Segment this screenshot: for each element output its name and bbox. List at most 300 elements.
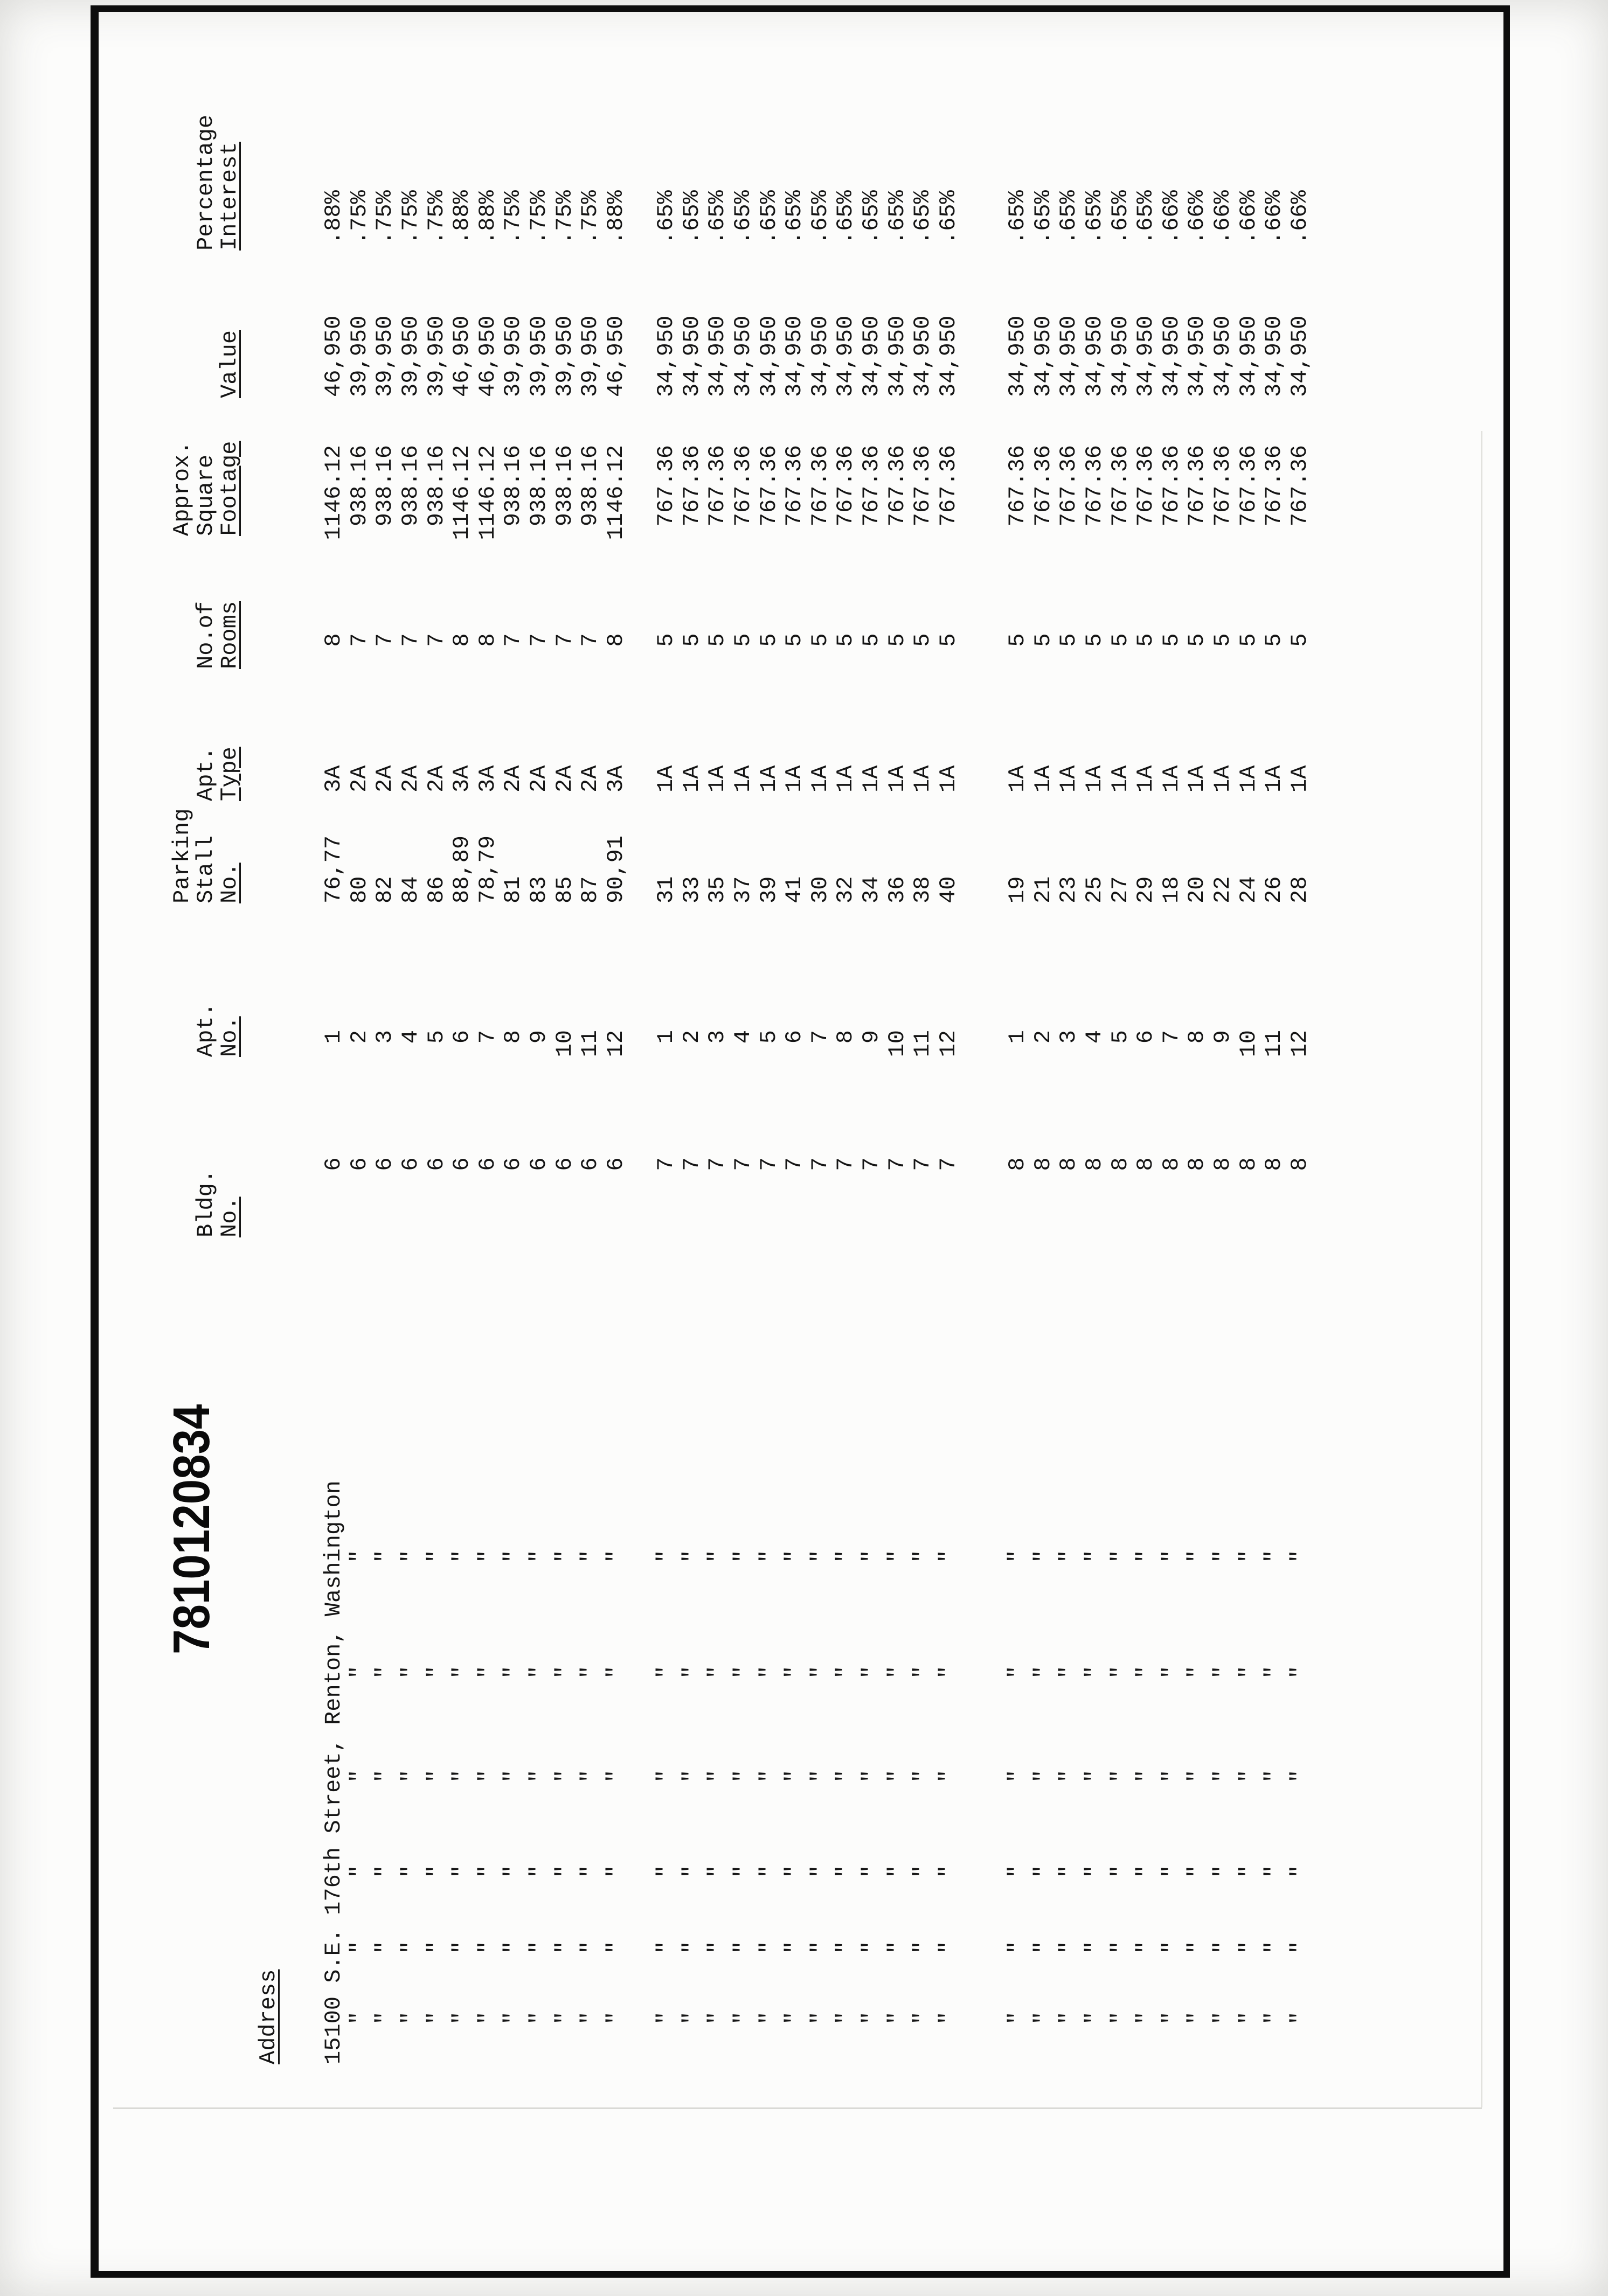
cell-percentage-interest: .75%	[423, 190, 449, 245]
cell-bldg-no: 8	[1235, 1157, 1262, 1171]
cell-value: 39,950	[372, 315, 398, 397]
ditto-mark: "	[551, 2011, 578, 2025]
cell-parking-stall-no: 34	[858, 876, 884, 903]
cell-no-of-rooms: 7	[423, 633, 449, 647]
cell-no-of-rooms: 8	[321, 633, 347, 647]
cell-address: 15100 S.E. 176th Street, Renton, Washington	[321, 1480, 347, 2064]
cell-apt-type: 1A	[1261, 765, 1287, 792]
cell-parking-stall-no: 25	[1082, 876, 1107, 903]
cell-value: 39,950	[577, 315, 604, 397]
ditto-mark: "	[935, 1864, 961, 1878]
cell-value: 34,950	[1107, 315, 1133, 397]
ditto-mark: "	[935, 2011, 961, 2025]
cell-bldg-no: 8	[1261, 1157, 1287, 1171]
cell-percentage-interest: .66%	[1286, 190, 1313, 245]
cell-parking-stall-no: 76,77	[321, 835, 347, 903]
cell-apt-no: 5	[423, 1030, 449, 1044]
cell-apt-no: 4	[398, 1030, 424, 1044]
ditto-mark: "	[1286, 1665, 1313, 1679]
ditto-mark: "	[449, 1864, 475, 1878]
ditto-mark: "	[1030, 1549, 1056, 1563]
cell-percentage-interest: .66%	[1235, 190, 1262, 245]
cell-no-of-rooms: 5	[1004, 633, 1031, 647]
ditto-mark: "	[474, 1549, 501, 1563]
table-body	[147, 79, 1321, 2072]
cell-no-of-rooms: 5	[1082, 633, 1107, 647]
table-row	[1236, 79, 1262, 2072]
cell-apt-type: 2A	[372, 765, 398, 792]
ditto-mark: "	[1004, 1864, 1031, 1878]
cell-value: 34,950	[807, 315, 833, 397]
cell-parking-stall-no: 40	[935, 876, 961, 903]
ditto-mark: "	[398, 1940, 424, 1954]
ditto-mark: "	[1210, 1549, 1236, 1563]
cell-square-footage: 767.36	[1056, 445, 1082, 527]
ditto-mark: "	[730, 1665, 756, 1679]
cell-square-footage: 1146.12	[449, 445, 475, 540]
table-row	[1005, 79, 1031, 2072]
header-address-label: Address	[255, 1969, 281, 2064]
cell-no-of-rooms: 5	[1107, 633, 1133, 647]
ditto-mark: "	[1133, 1769, 1159, 1783]
ditto-mark: "	[653, 1769, 680, 1783]
ditto-mark: "	[577, 1864, 604, 1878]
ditto-mark: "	[910, 1665, 936, 1679]
ditto-mark: "	[1107, 1769, 1133, 1783]
ditto-mark: "	[423, 1864, 449, 1878]
ditto-mark: "	[858, 1940, 884, 1954]
cell-bldg-no: 7	[730, 1157, 756, 1171]
cell-parking-stall-no: 30	[807, 876, 833, 903]
cell-parking-stall-no: 33	[678, 876, 705, 903]
table-row	[1031, 79, 1057, 2072]
ditto-mark: "	[1056, 1665, 1082, 1679]
cell-square-footage: 767.36	[1133, 445, 1159, 527]
table-row	[501, 79, 526, 2072]
table-row	[654, 79, 680, 2072]
ditto-mark: "	[704, 1864, 731, 1878]
cell-no-of-rooms: 5	[1133, 633, 1159, 647]
cell-square-footage: 767.36	[1210, 445, 1236, 527]
ditto-mark: "	[1030, 1769, 1056, 1783]
cell-value: 34,950	[935, 315, 961, 397]
cell-bldg-no: 8	[1133, 1157, 1159, 1171]
cell-square-footage: 938.16	[398, 445, 424, 527]
ditto-mark: "	[858, 1549, 884, 1563]
cell-apt-no: 4	[730, 1030, 756, 1044]
cell-value: 34,950	[1286, 315, 1313, 397]
table-row	[885, 79, 911, 2072]
ditto-mark: "	[704, 1549, 731, 1563]
ditto-mark: "	[1158, 1549, 1184, 1563]
ditto-mark: "	[1184, 2011, 1210, 2025]
cell-apt-type: 1A	[781, 765, 808, 792]
cell-apt-type: 2A	[577, 765, 604, 792]
ditto-mark: "	[1286, 1549, 1313, 1563]
ditto-mark: "	[526, 2011, 552, 2025]
table-row	[1082, 79, 1108, 2072]
header-line: No.	[217, 1016, 242, 1057]
cell-parking-stall-no: 84	[398, 876, 424, 903]
cell-value: 34,950	[704, 315, 731, 397]
cell-no-of-rooms: 5	[935, 633, 961, 647]
ditto-mark: "	[730, 1864, 756, 1878]
cell-no-of-rooms: 5	[1056, 633, 1082, 647]
cell-bldg-no: 8	[1158, 1157, 1184, 1171]
header-line: Bldg.	[193, 1169, 219, 1237]
ditto-mark: "	[602, 1549, 629, 1563]
ditto-mark: "	[526, 1665, 552, 1679]
cell-apt-no: 2	[346, 1030, 372, 1044]
ditto-mark: "	[678, 1665, 705, 1679]
cell-percentage-interest: .65%	[910, 190, 936, 245]
ditto-mark: "	[602, 1665, 629, 1679]
ditto-mark: "	[1261, 1665, 1287, 1679]
ditto-mark: "	[910, 2011, 936, 2025]
cell-square-footage: 938.16	[577, 445, 604, 527]
cell-percentage-interest: .75%	[551, 190, 578, 245]
cell-square-footage: 938.16	[500, 445, 526, 527]
cell-bldg-no: 8	[1082, 1157, 1107, 1171]
ditto-mark: "	[398, 1549, 424, 1563]
cell-percentage-interest: .65%	[704, 190, 731, 245]
ditto-mark: "	[1082, 1665, 1107, 1679]
cell-percentage-interest: .65%	[756, 190, 782, 245]
cell-apt-no: 7	[1158, 1030, 1184, 1044]
cell-apt-type: 1A	[807, 765, 833, 792]
cell-no-of-rooms: 5	[910, 633, 936, 647]
cell-square-footage: 767.36	[858, 445, 884, 527]
cell-parking-stall-no: 35	[704, 876, 731, 903]
cell-apt-no: 3	[372, 1030, 398, 1044]
table-row	[680, 79, 705, 2072]
ditto-mark: "	[1107, 1549, 1133, 1563]
cell-parking-stall-no: 36	[884, 876, 910, 903]
cell-no-of-rooms: 5	[1261, 633, 1287, 647]
ditto-mark: "	[474, 1769, 501, 1783]
cell-percentage-interest: .88%	[321, 190, 347, 245]
cell-value: 34,950	[653, 315, 680, 397]
ditto-mark: "	[807, 1769, 833, 1783]
ditto-mark: "	[1184, 1864, 1210, 1878]
ditto-mark: "	[1286, 1864, 1313, 1878]
ditto-mark: "	[1004, 1940, 1031, 1954]
cell-apt-no: 6	[449, 1030, 475, 1044]
cell-value: 34,950	[1082, 315, 1107, 397]
table-row	[347, 79, 373, 2072]
ditto-mark: "	[577, 1549, 604, 1563]
ditto-mark: "	[449, 1940, 475, 1954]
ditto-mark: "	[704, 1940, 731, 1954]
ditto-mark: "	[1133, 1864, 1159, 1878]
cell-square-footage: 767.36	[730, 445, 756, 527]
ditto-mark: "	[730, 1769, 756, 1783]
cell-parking-stall-no: 85	[551, 876, 578, 903]
ditto-mark: "	[807, 1940, 833, 1954]
table-row	[449, 79, 475, 2072]
ditto-mark: "	[781, 1864, 808, 1878]
table-row	[398, 79, 424, 2072]
cell-apt-type: 3A	[449, 765, 475, 792]
cell-apt-type: 1A	[730, 765, 756, 792]
cell-value: 34,950	[1210, 315, 1236, 397]
cell-apt-no: 12	[602, 1030, 629, 1057]
cell-apt-no: 2	[1030, 1030, 1056, 1044]
ditto-mark: "	[807, 1665, 833, 1679]
ditto-mark: "	[423, 1769, 449, 1783]
ditto-mark: "	[1184, 1665, 1210, 1679]
ditto-mark: "	[884, 1864, 910, 1878]
cell-apt-type: 1A	[1210, 765, 1236, 792]
cell-value: 34,950	[1184, 315, 1210, 397]
ditto-mark: "	[346, 1665, 372, 1679]
cell-apt-type: 3A	[602, 765, 629, 792]
ditto-mark: "	[1004, 1769, 1031, 1783]
ditto-mark: "	[935, 1665, 961, 1679]
ditto-mark: "	[884, 1769, 910, 1783]
cell-bldg-no: 6	[449, 1157, 475, 1171]
ditto-mark: "	[1210, 1665, 1236, 1679]
cell-bldg-no: 7	[756, 1157, 782, 1171]
ditto-mark: "	[1158, 1769, 1184, 1783]
cell-parking-stall-no: 26	[1261, 876, 1287, 903]
ditto-mark: "	[756, 1864, 782, 1878]
ditto-mark: "	[602, 1769, 629, 1783]
cell-no-of-rooms: 7	[577, 633, 604, 647]
cell-value: 34,950	[1004, 315, 1031, 397]
cell-value: 46,950	[321, 315, 347, 397]
header-line: No.of	[193, 601, 219, 669]
cell-value: 34,950	[1261, 315, 1287, 397]
cell-bldg-no: 8	[1056, 1157, 1082, 1171]
cell-no-of-rooms: 5	[858, 633, 884, 647]
table-row	[372, 79, 398, 2072]
cell-apt-no: 12	[935, 1030, 961, 1057]
table-row	[757, 79, 782, 2072]
cell-value: 34,950	[1030, 315, 1056, 397]
ditto-mark: "	[526, 1549, 552, 1563]
cell-bldg-no: 6	[321, 1157, 347, 1171]
ditto-mark: "	[398, 1864, 424, 1878]
ditto-mark: "	[1107, 2011, 1133, 2025]
cell-apt-type: 1A	[1056, 765, 1082, 792]
cell-value: 34,950	[1235, 315, 1262, 397]
cell-apt-type: 2A	[346, 765, 372, 792]
table-row	[1210, 79, 1236, 2072]
cell-no-of-rooms: 7	[551, 633, 578, 647]
cell-bldg-no: 6	[602, 1157, 629, 1171]
cell-bldg-no: 7	[833, 1157, 859, 1171]
cell-parking-stall-no: 39	[756, 876, 782, 903]
cell-apt-type: 1A	[884, 765, 910, 792]
cell-bldg-no: 8	[1004, 1157, 1031, 1171]
cell-apt-no: 8	[500, 1030, 526, 1044]
ditto-mark: "	[1261, 1864, 1287, 1878]
cell-percentage-interest: .65%	[781, 190, 808, 245]
ditto-mark: "	[372, 1864, 398, 1878]
cell-bldg-no: 6	[423, 1157, 449, 1171]
ditto-mark: "	[577, 1940, 604, 1954]
cell-percentage-interest: .65%	[935, 190, 961, 245]
cell-bldg-no: 8	[1184, 1157, 1210, 1171]
ditto-mark: "	[781, 1549, 808, 1563]
cell-percentage-interest: .66%	[1261, 190, 1287, 245]
cell-apt-no: 11	[577, 1030, 604, 1057]
ditto-mark: "	[1184, 1549, 1210, 1563]
ditto-mark: "	[1107, 1864, 1133, 1878]
ditto-mark: "	[346, 1864, 372, 1878]
ditto-mark: "	[551, 1549, 578, 1563]
cell-value: 34,950	[1133, 315, 1159, 397]
table-row	[859, 79, 885, 2072]
ditto-mark: "	[1133, 1549, 1159, 1563]
cell-bldg-no: 7	[884, 1157, 910, 1171]
cell-apt-no: 9	[858, 1030, 884, 1044]
cell-no-of-rooms: 5	[1158, 633, 1184, 647]
header-line: Rooms	[217, 601, 242, 669]
cell-apt-type: 2A	[526, 765, 552, 792]
ditto-mark: "	[551, 1769, 578, 1783]
cell-square-footage: 767.36	[1030, 445, 1056, 527]
ditto-mark: "	[602, 1940, 629, 1954]
cell-apt-no: 4	[1082, 1030, 1107, 1044]
table-row	[910, 79, 936, 2072]
ditto-mark: "	[1286, 1940, 1313, 1954]
cell-parking-stall-no: 28	[1286, 876, 1313, 903]
unit-schedule-table	[147, 79, 1321, 2072]
table-row	[1262, 79, 1287, 2072]
cell-percentage-interest: .65%	[1004, 190, 1031, 245]
cell-apt-no: 7	[474, 1030, 501, 1044]
ditto-mark: "	[807, 2011, 833, 2025]
ditto-mark: "	[1056, 1940, 1082, 1954]
cell-bldg-no: 6	[577, 1157, 604, 1171]
ditto-mark: "	[398, 1769, 424, 1783]
cell-square-footage: 1146.12	[474, 445, 501, 540]
ditto-mark: "	[423, 2011, 449, 2025]
ditto-mark: "	[1261, 1769, 1287, 1783]
cell-no-of-rooms: 5	[678, 633, 705, 647]
cell-percentage-interest: .65%	[884, 190, 910, 245]
table-row	[1133, 79, 1159, 2072]
table-row	[1159, 79, 1185, 2072]
ditto-mark: "	[1107, 1665, 1133, 1679]
cell-apt-type: 1A	[678, 765, 705, 792]
cell-no-of-rooms: 7	[500, 633, 526, 647]
cell-square-footage: 767.36	[910, 445, 936, 527]
ditto-mark: "	[500, 1940, 526, 1954]
cell-parking-stall-no: 87	[577, 876, 604, 903]
ditto-mark: "	[833, 1940, 859, 1954]
cell-value: 34,950	[884, 315, 910, 397]
ditto-mark: "	[756, 1665, 782, 1679]
cell-percentage-interest: .65%	[1082, 190, 1107, 245]
cell-value: 34,950	[730, 315, 756, 397]
cell-square-footage: 938.16	[423, 445, 449, 527]
cell-parking-stall-no: 78,79	[474, 835, 501, 903]
cell-value: 46,950	[602, 315, 629, 397]
ditto-mark: "	[756, 1549, 782, 1563]
table-row	[731, 79, 757, 2072]
cell-square-footage: 767.36	[1082, 445, 1107, 527]
ditto-mark: "	[1235, 1940, 1262, 1954]
cell-apt-type: 3A	[321, 765, 347, 792]
ditto-mark: "	[372, 1665, 398, 1679]
ditto-mark: "	[678, 1940, 705, 1954]
cell-apt-no: 5	[1107, 1030, 1133, 1044]
cell-square-footage: 767.36	[781, 445, 808, 527]
ditto-mark: "	[807, 1549, 833, 1563]
cell-value: 46,950	[449, 315, 475, 397]
cell-percentage-interest: .66%	[1210, 190, 1236, 245]
ditto-mark: "	[858, 1864, 884, 1878]
header-line: Type	[217, 747, 242, 801]
cell-no-of-rooms: 5	[1286, 633, 1313, 647]
ditto-mark: "	[577, 1665, 604, 1679]
table-row	[321, 79, 347, 2072]
ditto-mark: "	[372, 1769, 398, 1783]
cell-percentage-interest: .75%	[526, 190, 552, 245]
ditto-mark: "	[858, 1769, 884, 1783]
table-row	[833, 79, 859, 2072]
cell-apt-type: 1A	[1004, 765, 1031, 792]
ditto-mark: "	[1030, 1665, 1056, 1679]
cell-value: 34,950	[858, 315, 884, 397]
cell-apt-no: 10	[884, 1030, 910, 1057]
ditto-mark: "	[1056, 2011, 1082, 2025]
cell-square-footage: 767.36	[935, 445, 961, 527]
ditto-mark: "	[730, 1940, 756, 1954]
header-line: No.	[217, 862, 242, 903]
cell-parking-stall-no: 18	[1158, 876, 1184, 903]
ditto-mark: "	[781, 2011, 808, 2025]
cell-bldg-no: 6	[372, 1157, 398, 1171]
ditto-mark: "	[678, 1549, 705, 1563]
cell-parking-stall-no: 81	[500, 876, 526, 903]
cell-square-footage: 767.36	[704, 445, 731, 527]
cell-value: 39,950	[398, 315, 424, 397]
table-row	[552, 79, 578, 2072]
ditto-mark: "	[449, 1665, 475, 1679]
ditto-mark: "	[1235, 2011, 1262, 2025]
cell-square-footage: 767.36	[1286, 445, 1313, 527]
cell-apt-no: 8	[1184, 1030, 1210, 1044]
cell-no-of-rooms: 5	[756, 633, 782, 647]
ditto-mark: "	[833, 1864, 859, 1878]
cell-percentage-interest: .66%	[1158, 190, 1184, 245]
ditto-mark: "	[833, 1665, 859, 1679]
ditto-mark: "	[372, 1940, 398, 1954]
ditto-mark: "	[781, 1940, 808, 1954]
cell-apt-no: 11	[1261, 1030, 1287, 1057]
ditto-mark: "	[704, 2011, 731, 2025]
cell-apt-no: 11	[910, 1030, 936, 1057]
cell-apt-type: 2A	[423, 765, 449, 792]
ditto-mark: "	[1210, 1769, 1236, 1783]
cell-value: 34,950	[833, 315, 859, 397]
cell-bldg-no: 6	[398, 1157, 424, 1171]
ditto-mark: "	[372, 1549, 398, 1563]
cell-percentage-interest: .75%	[346, 190, 372, 245]
cell-parking-stall-no: 21	[1030, 876, 1056, 903]
cell-parking-stall-no: 82	[372, 876, 398, 903]
cell-apt-no: 3	[704, 1030, 731, 1044]
cell-parking-stall-no: 20	[1184, 876, 1210, 903]
cell-parking-stall-no: 41	[781, 876, 808, 903]
ditto-mark: "	[551, 1864, 578, 1878]
ditto-mark: "	[602, 1864, 629, 1878]
cell-square-footage: 767.36	[756, 445, 782, 527]
